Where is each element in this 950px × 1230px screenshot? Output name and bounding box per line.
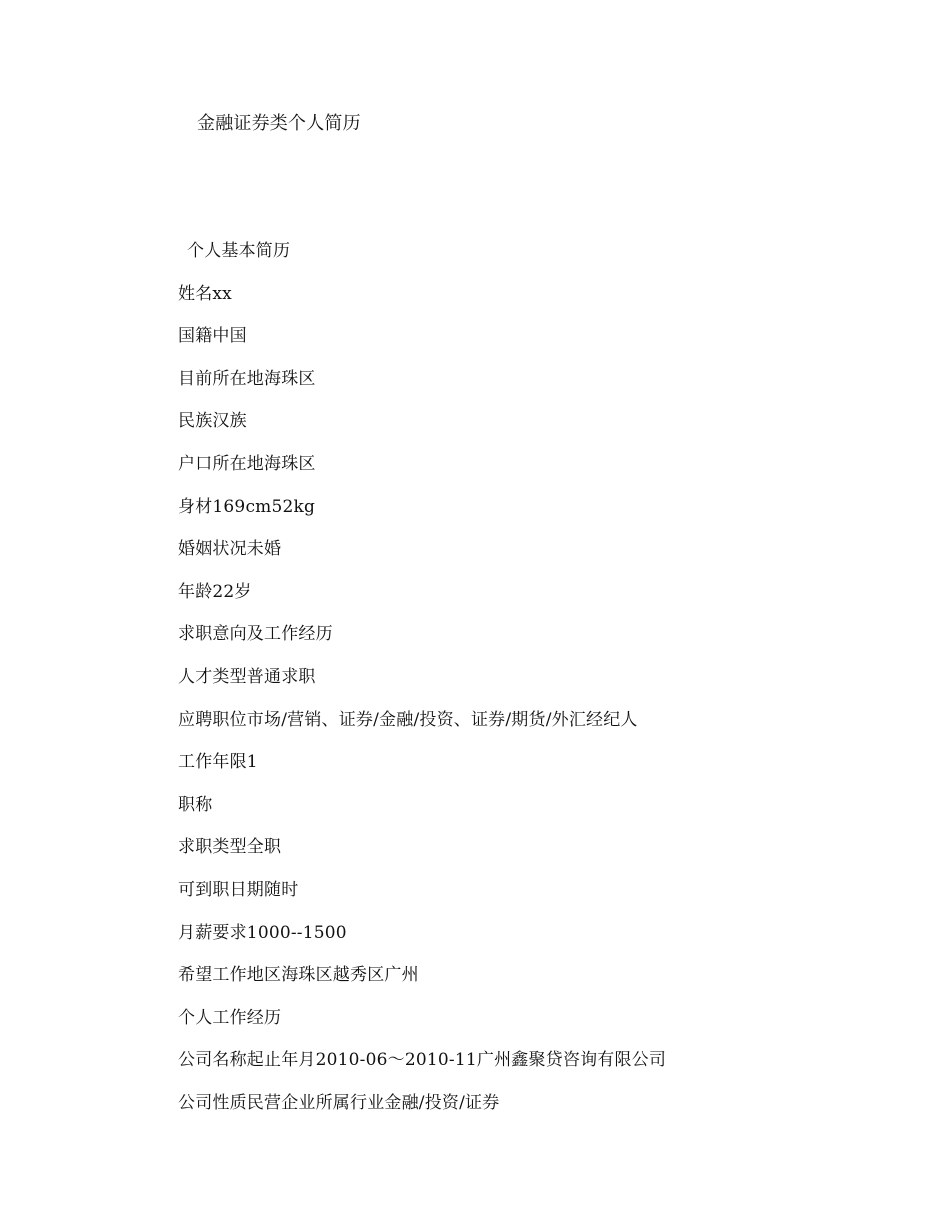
- field-title: 职称: [178, 794, 213, 815]
- field-company-nature: 公司性质民营企业所属行业金融/投资/证券: [178, 1092, 500, 1113]
- section-heading-work-experience: 个人工作经历: [178, 1007, 282, 1028]
- field-marital-status: 婚姻状况未婚: [178, 539, 282, 560]
- resume-lines: [178, 239, 666, 1133]
- section-heading-job-intention: 求职意向及工作经历: [178, 624, 333, 645]
- field-talent-type: 人才类型普通求职: [178, 666, 316, 687]
- field-household-registration: 户口所在地海珠区: [178, 453, 316, 474]
- field-current-location: 目前所在地海珠区: [178, 368, 316, 389]
- field-available-date: 可到职日期随时: [178, 879, 299, 900]
- field-job-type: 求职类型全职: [178, 837, 282, 858]
- field-expected-salary: 月薪要求1000--1500: [178, 922, 347, 943]
- field-height-weight: 身材169cm52kg: [178, 496, 316, 517]
- section-heading-basic-info: 个人基本简历: [187, 241, 291, 261]
- field-ethnicity: 民族汉族: [178, 411, 247, 432]
- field-applied-position: 应聘职位市场/营销、证券/金融/投资、证券/期货/外汇经纪人: [178, 709, 638, 730]
- field-age: 年龄22岁: [178, 581, 252, 602]
- document-title: 金融证券类个人简历: [197, 113, 361, 134]
- field-work-years: 工作年限1: [178, 752, 258, 773]
- field-preferred-location: 希望工作地区海珠区越秀区广州: [178, 965, 419, 986]
- field-company-period: 公司名称起止年月2010-06～2010-11广州鑫聚贷咨询有限公司: [178, 1050, 667, 1071]
- field-nationality: 国籍中国: [178, 326, 247, 347]
- field-name: 姓名xx: [178, 283, 232, 304]
